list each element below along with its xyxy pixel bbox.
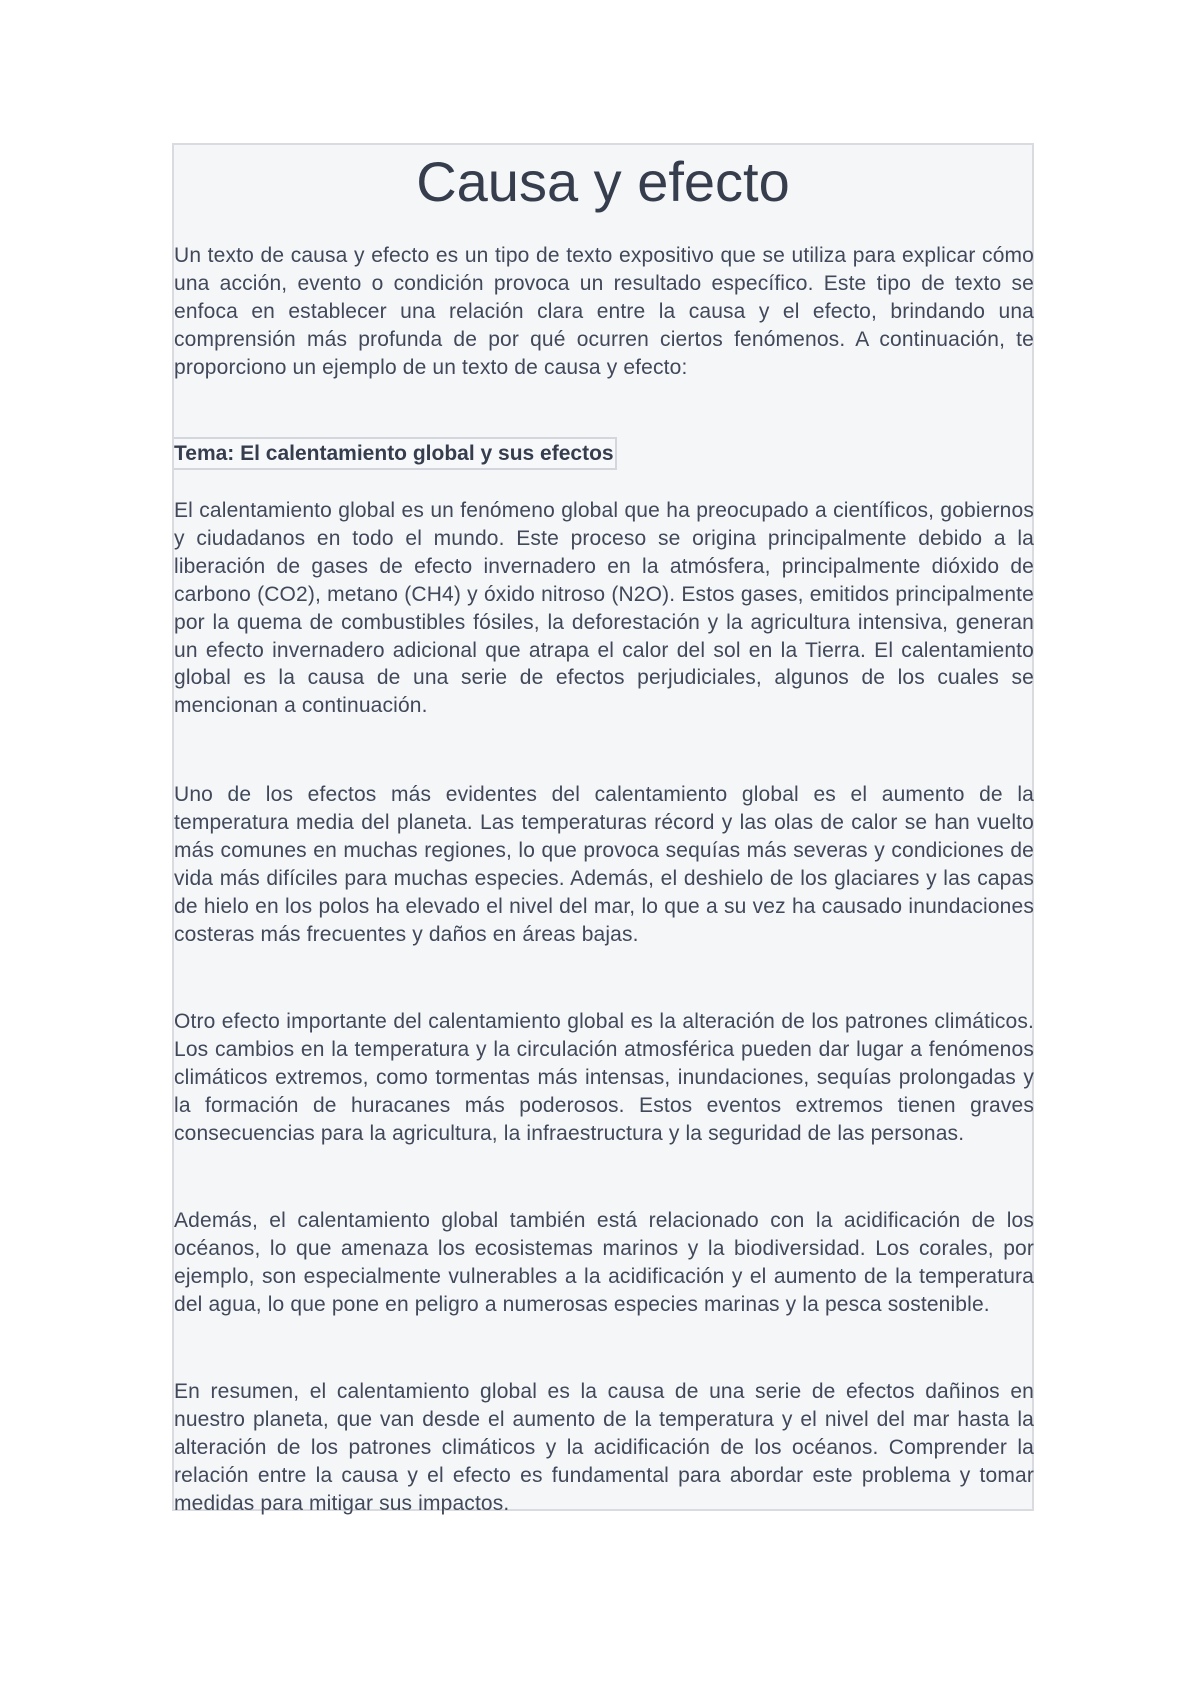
document-title: Causa y efecto	[416, 150, 790, 213]
body-paragraph: Además, el calentamiento global también está relacionado con la acidificación de los océanos, lo que amenaza los ecosistemas marinos y la biodiversidad. Los corales, por ejemplo, son especialmente vulnerables a la acidificación y el aumento de la temperatura del agua, lo que pone en peligro a numerosas especies marinas y la pesca sostenible.	[174, 1209, 1034, 1316]
body-paragraph: Otro efecto importante del calentamiento global es la alteración de los patrones climáticos. Los cambios en la temperatura y la circulación atmosférica pueden dar lugar a fenómenos climáticos extremos, como tormentas más intensas, inundaciones, sequías prolongadas y la formación de huracanes más poderosos. Estos eventos extremos tienen graves consecuencias para la agricultura, la infraestructura y la seguridad de las personas.	[174, 1010, 1034, 1145]
document-content-box	[172, 143, 1034, 1515]
body-paragraph: Uno de los efectos más evidentes del calentamiento global es el aumento de la temperatura media del planeta. Las temperaturas récord y las olas de calor se han vuelto más comunes en muchas regiones, lo que provoca sequías más severas y condiciones de vida más difíciles para muchas especies. Además, el deshielo de los glaciares y las capas de hielo en los polos ha elevado el nivel del mar, lo que a su vez ha causado inundaciones costeras más frecuentes y daños en áreas bajas.	[174, 783, 1034, 946]
conclusion-paragraph: En resumen, el calentamiento global es la causa de una serie de efectos dañinos en nuestro planeta, que van desde el aumento de la temperatura y el nivel del mar hasta la alteración de los patrones climáticos y la acidificación de los océanos. Comprender la relación entre la causa y el efecto es fundamental para abordar este problema y tomar medidas para mitigar sus impactos.	[174, 1380, 1034, 1515]
topic-heading: Tema: El calentamiento global y sus efectos	[174, 437, 617, 470]
intro-paragraph: Un texto de causa y efecto es un tipo de texto expositivo que se utiliza para explicar cómo una acción, evento o condición provoca un resultado específico. Este tipo de texto se enfoca en establecer una relación clara entre la causa y el efecto, brindando una comprensión más profunda de por qué ocurren ciertos fenómenos. A continuación, te proporciono un ejemplo de un texto de causa y efecto:	[174, 244, 1034, 379]
body-paragraph: El calentamiento global es un fenómeno global que ha preocupado a científicos, gobiernos y ciudadanos en todo el mundo. Este proceso se origina principalmente debido a la liberación de gases de efecto invernadero en la atmósfera, principalmente dióxido de carbono (CO2), metano (CH4) y óxido nitroso (N2O). Estos gases, emitidos principalmente por la quema de combustibles fósiles, la deforestación y la agricultura intensiva, generan un efecto invernadero adicional que atrapa el calor del sol en la Tierra. El calentamiento global es la causa de una serie de efectos perjudiciales, algunos de los cuales se mencionan a continuación.	[174, 499, 1034, 718]
